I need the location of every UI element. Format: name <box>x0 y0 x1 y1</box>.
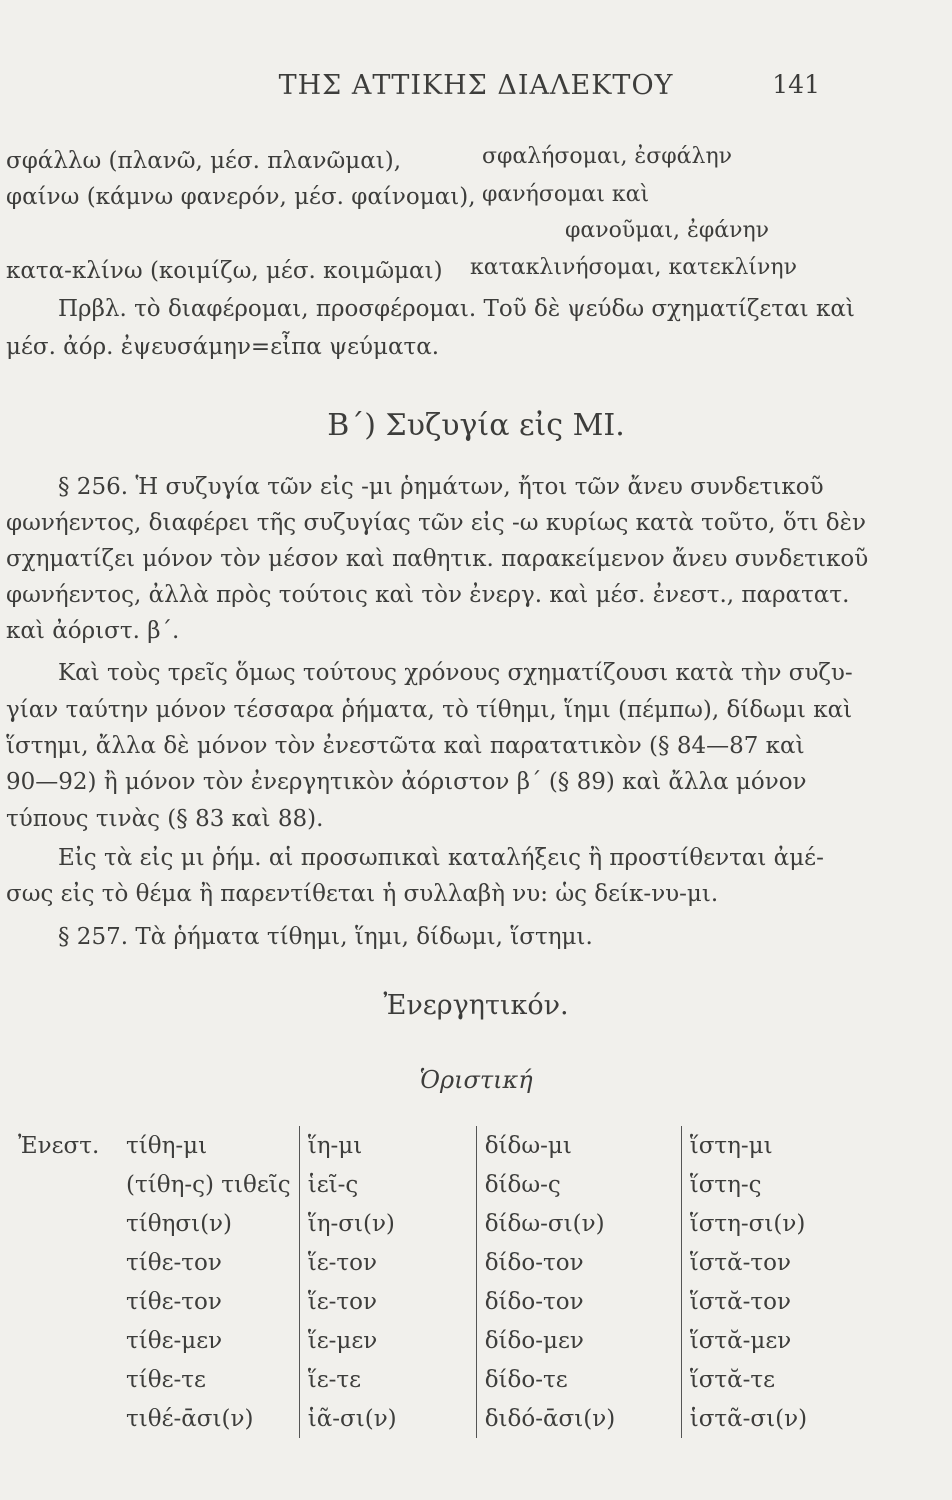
conjugation-table <box>10 1126 818 1438</box>
tense-label <box>10 1360 118 1399</box>
table-cell: (τίθη-ς) τιθεῖς <box>126 1171 291 1198</box>
paragraph-line: φωνήεντος, ἀλλὰ πρὸς τούτοις καὶ τὸν ἐνεργ. καὶ μέσ. ἐνεστ., παρατατ. <box>6 582 850 608</box>
table-cell: δίδο-τε <box>476 1360 681 1399</box>
table-cell: τίθε-μεν <box>126 1327 223 1354</box>
table-cell: ἵστᾰ-μεν <box>681 1321 818 1360</box>
table-cell: ἵστη-μι <box>681 1126 818 1165</box>
table-cell: τιθέ-ᾱσι(ν) <box>126 1405 254 1432</box>
paragraph-line: τύπους τινὰς (§ 83 καὶ 88). <box>6 806 324 832</box>
table-cell: δίδω-ς <box>476 1165 681 1204</box>
table-cell: ἵε-τον <box>299 1282 476 1321</box>
tense-label <box>10 1204 118 1243</box>
voice-heading: Ἐνεργητικόν. <box>383 990 569 1021</box>
paragraph-line: § 256. Ἡ συζυγία τῶν εἰς -μι ῥημάτων, ἤτοι τῶν ἄνευ συνδετικοῦ <box>58 474 824 500</box>
tense-label <box>10 1282 118 1321</box>
table-cell: ἵε-μεν <box>299 1321 476 1360</box>
running-header: ΤΗΣ ΑΤΤΙΚΗΣ ΔΙΑΛΕΚΤΟΥ <box>278 70 674 101</box>
verb-line-right: σφαλήσομαι, ἐσφάλην <box>482 144 733 169</box>
table-cell: δίδο-τον <box>476 1243 681 1282</box>
page-number: 141 <box>772 70 820 99</box>
table-cell: διδό-ᾱσι(ν) <box>476 1399 681 1438</box>
table-cell: τίθε-τον <box>126 1249 222 1276</box>
table-cell: ἱᾶ-σι(ν) <box>299 1399 476 1438</box>
table-row <box>10 1321 818 1360</box>
paragraph-line: φωνήεντος, διαφέρει τῆς συζυγίας τῶν εἰς -ω κυρίως κατὰ τοῦτο, ὅτι δὲν <box>6 510 866 536</box>
section-heading: Β΄) Συζυγία εἰς ΜΙ. <box>327 408 625 443</box>
paragraph-line: Καὶ τοὺς τρεῖς ὅμως τούτους χρόνους σχηματίζουσι κατὰ τὴν συζυ- <box>58 660 853 686</box>
table-cell: ἱστᾶ-σι(ν) <box>681 1399 818 1438</box>
table-cell: τίθε-τε <box>126 1366 206 1393</box>
verb-line-left: φαίνω (κάμνω φανερόν, μέσ. φαίνομαι), <box>6 184 476 210</box>
paragraph-line: γίαν ταύτην μόνον τέσσαρα ῥήματα, τὸ τίθημι, ἵημι (πέμπω), δίδωμι καὶ <box>6 697 853 723</box>
table-cell: δίδω-μι <box>476 1126 681 1165</box>
paragraph-line: Εἰς τὰ εἰς μι ῥήμ. αἱ προσωπικαὶ καταλήξεις ἢ προστίθενται ἀμέ- <box>58 845 824 871</box>
table-cell: δίδο-μεν <box>476 1321 681 1360</box>
table-cell: τίθε-τον <box>126 1288 222 1315</box>
table-row <box>10 1243 818 1282</box>
paragraph-line: 90—92) ἢ μόνον τὸν ἐνεργητικὸν ἀόριστον β΄ (§ 89) καὶ ἄλλα μόνον <box>6 769 807 795</box>
note-line: μέσ. ἀόρ. ἐψευσάμην=εἶπα ψεύματα. <box>6 334 440 360</box>
table-cell: ἵε-τον <box>299 1243 476 1282</box>
tense-label <box>10 1165 118 1204</box>
paragraph-line: § 257. Τὰ ῥήματα τίθημι, ἵημι, δίδωμι, ἵστημι. <box>58 924 593 950</box>
table-cell: ἵε-τε <box>299 1360 476 1399</box>
table-cell: δίδο-τον <box>476 1282 681 1321</box>
table-cell: ἵστᾰ-τε <box>681 1360 818 1399</box>
verb-line-left: σφάλλω (πλανῶ, μέσ. πλανῶμαι), <box>6 148 402 174</box>
table-cell: τίθησι(ν) <box>126 1210 233 1237</box>
table-cell: ἵστᾰ-τον <box>681 1282 818 1321</box>
paragraph-line: ἵστημι, ἄλλα δὲ μόνον τὸν ἐνεστῶτα καὶ παρατατικὸν (§ 84—87 καὶ <box>6 733 805 759</box>
table-cell: τίθη-μι <box>126 1132 208 1159</box>
table-cell: ἵη-σι(ν) <box>299 1204 476 1243</box>
table-row <box>10 1282 818 1321</box>
paragraph-line: καὶ ἀόριστ. β΄. <box>6 618 180 644</box>
table-row <box>10 1360 818 1399</box>
table-cell: ἵστᾰ-τον <box>681 1243 818 1282</box>
note-line: Πρβλ. τὸ διαφέρομαι, προσφέρομαι. Τοῦ δὲ ψεύδω σχηματίζεται καὶ <box>58 296 855 322</box>
table-row <box>10 1399 818 1438</box>
table-cell: ἱεῖ-ς <box>299 1165 476 1204</box>
paragraph-line: σως εἰς τὸ θέμα ἢ παρεντίθεται ἡ συλλαβὴ νυ: ὡς δείκ-νυ-μι. <box>6 881 719 907</box>
table-cell: ἵστη-σι(ν) <box>681 1204 818 1243</box>
tense-label <box>10 1243 118 1282</box>
table-row <box>10 1126 818 1165</box>
verb-line-left: κατα-κλίνω (κοιμίζω, μέσ. κοιμῶμαι) <box>6 258 443 284</box>
tense-label <box>10 1321 118 1360</box>
tense-label <box>10 1399 118 1438</box>
table-row <box>10 1204 818 1243</box>
verb-line-right: φανοῦμαι, ἐφάνην <box>565 218 770 243</box>
tense-label: Ἐνεστ. <box>18 1132 100 1159</box>
table-row <box>10 1165 818 1204</box>
verb-line-right: φανήσομαι καὶ <box>482 182 650 207</box>
table-cell: ἵστη-ς <box>681 1165 818 1204</box>
table-cell: ἵη-μι <box>299 1126 476 1165</box>
table-cell: δίδω-σι(ν) <box>476 1204 681 1243</box>
mood-heading: Ὁριστική <box>419 1066 533 1094</box>
verb-line-right: κατακλινήσομαι, κατεκλίνην <box>470 255 797 280</box>
paragraph-line: σχηματίζει μόνον τὸν μέσον καὶ παθητικ. παρακείμενον ἄνευ συνδετικοῦ <box>6 546 869 572</box>
